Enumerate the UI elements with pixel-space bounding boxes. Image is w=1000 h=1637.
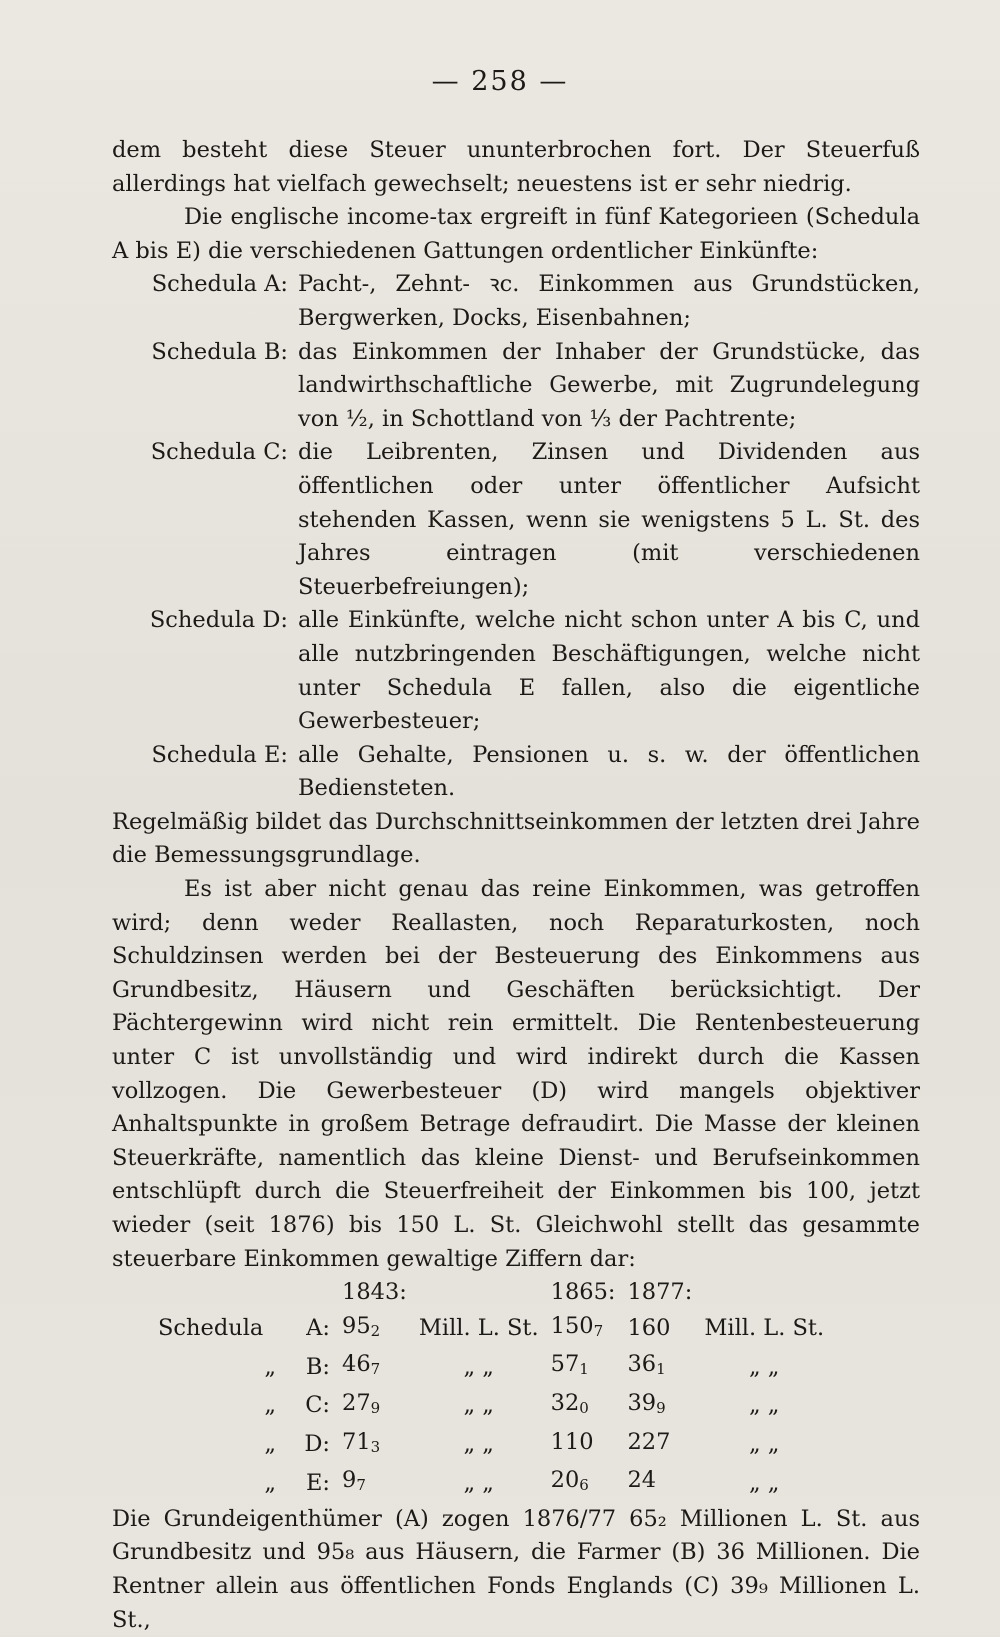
unit: „ „ (463, 1469, 494, 1496)
intro-paragraph: dem besteht diese Steuer ununterbrochen fort. Der Steuerfuß allerdings hat vielfach gewechselt; neuestens ist er sehr niedrig. (112, 137, 920, 197)
schedule-text: Pacht-, Zehnt- ꝛc. Einkommen aus Grundstücken, Bergwerken, Docks, Eisenbahnen; (298, 271, 920, 331)
paragraph-assessment: Es ist aber nicht genau das reine Einkommen, was getroffen wird; denn weder Reallasten, noch Reparaturkosten, noch Schuldzinsen werden bei der Besteuerung des Einkommens aus Grundbesitz, Häusern und Geschäften berücksichtigt. Der Pächtergewinn wird nicht rein ermittelt. Die Rentenbesteuerung unter C ist unvollständig und wird indirekt durch die Kassen vollzogen. Die Gewerbesteuer (D) wird mangels objektiver Anhaltspunkte in großem Betrage defraudirt. Die Masse der kleinen Steuerkräfte, namentlich das kleine Dienst- und Berufseinkommen entschlüpft durch die Steuerfreiheit der Einkommen bis 100, jetzt wieder (seit 1876) bis 150 L. St. Gleichwohl stellt das gesammte steuerbare Einkommen gewaltige Ziffern dar: (112, 876, 920, 1272)
value-1865: $57_1$ (550, 1351, 589, 1379)
value-1843: $46_7$ (342, 1351, 381, 1379)
value-1843: $95_2$ (342, 1312, 381, 1340)
unit: Mill. L. St. (704, 1315, 825, 1342)
table-row (152, 1464, 830, 1503)
unit: „ „ (748, 1392, 780, 1419)
value-1877: 24 (627, 1467, 657, 1494)
schedule-label: Schedula A: (151, 271, 288, 298)
income-figures-table (152, 1276, 830, 1503)
table-row (152, 1310, 830, 1349)
unit: „ „ (748, 1353, 780, 1380)
paragraph-basis: Regelmäßig bildet das Durchschnittseinkommen der letzten drei Jahre die Bemessungsgrundlage. (112, 808, 920, 869)
unit: Mill. L. St. (418, 1315, 539, 1342)
schedule-label: Schedula B: (151, 338, 288, 365)
value-1865: $20_6$ (550, 1467, 589, 1495)
page-number: — 258 — (431, 66, 569, 97)
value-1877: 227 (627, 1428, 671, 1455)
value-1865: 110 (550, 1428, 594, 1455)
value-1877: 160 (627, 1315, 671, 1342)
table-row (152, 1426, 830, 1465)
row-label: D: (304, 1431, 330, 1458)
schedule-d (112, 604, 920, 738)
unit: „ „ (463, 1353, 494, 1380)
schedule-label: Schedula E: (151, 741, 288, 768)
table-header-row (152, 1276, 830, 1310)
closing-paragraph: Die Grundeigenthümer (A) zogen 1876/77 65₂ Millionen L. St. aus Grundbesitz und 95₈ aus Häusern, die Farmer (B) 36 Millionen. Die Rentner allein aus öffentlichen Fonds Englands (C) 39₉ Millionen L. St., (112, 1505, 920, 1633)
page-body (112, 134, 920, 1637)
schedule-b (112, 336, 920, 437)
value-1865: $150_7$ (550, 1312, 604, 1340)
row-prefix: „ (264, 1469, 276, 1496)
schedule-label: Schedula C: (150, 439, 288, 466)
unit: „ „ (748, 1469, 780, 1496)
schedule-e (112, 739, 920, 806)
row-label: C: (305, 1392, 330, 1419)
year-header: 1877: (627, 1279, 693, 1306)
row-prefix: „ (264, 1431, 276, 1458)
row-prefix: Schedula (158, 1315, 264, 1342)
unit: „ „ (463, 1392, 494, 1419)
schedule-text: das Einkommen der Inhaber der Grundstücke, das landwirthschaftliche Gewerbe, mit Zugrundelegung von ½, in Schottland von ⅓ der Pachtrente; (298, 338, 920, 432)
unit: „ „ (463, 1431, 494, 1458)
income-tax-intro: Die englische income-tax ergreift in fünf Kategorieen (Schedula A bis E) die verschiedenen Gattungen ordentlicher Einkünfte: (112, 204, 920, 264)
unit: „ „ (748, 1431, 780, 1458)
row-prefix: „ (264, 1353, 276, 1380)
value-1877: $39_9$ (627, 1389, 666, 1417)
schedule-text: die Leibrenten, Zinsen und Dividenden aus öffentlichen oder unter öffentlicher Aufsicht stehenden Kassen, wenn sie wenigstens 5 L. St. des Jahres eintragen (mit verschiedenen Steuerbefreiungen); (298, 439, 920, 600)
row-label: E: (305, 1469, 330, 1496)
value-1865: $32_0$ (550, 1389, 589, 1417)
value-1877: $36_1$ (627, 1351, 666, 1379)
row-label: A: (306, 1315, 330, 1342)
schedule-text: alle Gehalte, Pensionen u. s. w. der öffentlichen Bediensteten. (298, 741, 920, 802)
schedule-label: Schedula D: (149, 607, 288, 634)
table-row (152, 1348, 830, 1387)
table-row (152, 1387, 830, 1426)
row-label: B: (305, 1353, 330, 1380)
value-1843: $27_9$ (342, 1389, 381, 1417)
year-header: 1843: (342, 1279, 407, 1306)
year-header: 1865: (550, 1279, 616, 1306)
schedule-c (112, 436, 920, 604)
row-prefix: „ (264, 1392, 276, 1419)
value-1843: $9_7$ (342, 1467, 366, 1495)
schedule-a (112, 268, 920, 335)
value-1843: $71_3$ (342, 1428, 381, 1456)
schedule-text: alle Einkünfte, welche nicht schon unter A bis C, und alle nutzbringenden Beschäftigungen, welche nicht unter Schedula E fallen, also die eigentliche Gewerbesteuer; (298, 607, 920, 735)
